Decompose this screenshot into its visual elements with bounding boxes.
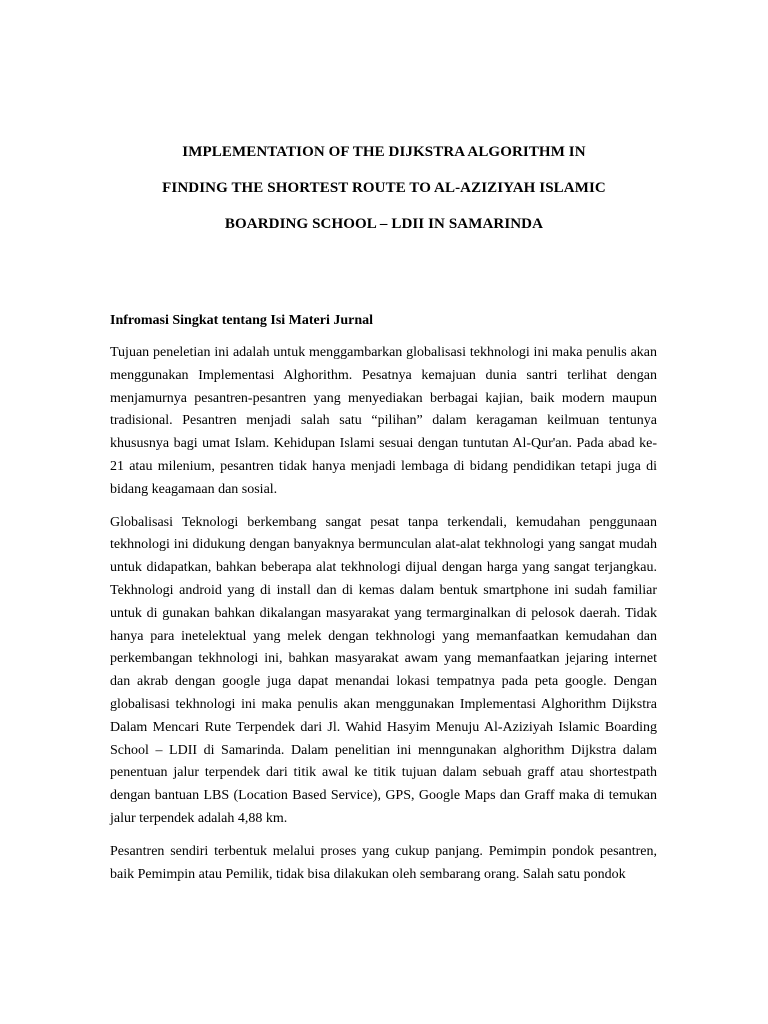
section-heading: Infromasi Singkat tentang Isi Materi Jurnal [110, 313, 374, 328]
paragraph-3: Pesantren sendiri terbentuk melalui proses yang cukup panjang. Pemimpin pondok pesantren, baik Pemimpin atau Pemilik, tidak bisa dilakukan oleh sembarang orang. Salah satu pondok [110, 843, 657, 882]
body-text [110, 342, 657, 896]
paragraph-1: Tujuan peneletian ini adalah untuk menggambarkan globalisasi tekhnologi ini maka penulis akan menggunakan Implementasi Alghorithm. Pesatnya kemajuan dunia santri terlihat dengan menjamurnya pesantren-pesantren yang menyediakan berbagai kajian, baik modern maupun tradisional. Pesantren menjadi salah satu “pilihan” dalam keragaman keilmuan tentunya khususnya bagi umat Islam. Kehidupan Islami sesuai dengan tuntutan Al-Qur'an. Pada abad ke-21 atau milenium, pesantren tidak hanya menjadi lembaga di bidang pendidikan tetapi juga di bidang keagamaan dan sosial. [110, 345, 657, 497]
title-line-3: BOARDING SCHOOL – LDII IN SAMARINDA [224, 216, 544, 232]
paragraph-2: Globalisasi Teknologi berkembang sangat pesat tanpa terkendali, kemudahan penggunaan tekhnologi ini didukung dengan banyaknya bermunculan alat-alat tekhnologi yang sangat mudah untuk didapatkan, bahkan beberapa alat tekhnologi dijual dengan harga yang sangat terjangkau. Tekhnologi android yang di install dan di kemas dalam bentuk smartphone ini sudah familiar untuk di gunakan bahkan dikalangan masyarakat yang termarginalkan di pelosok daerah. Tidak hanya para inetelektual yang melek dengan tekhnologi yang memanfaatkan kemudahan dan perkembangan tekhnologi ini, bahkan masyarakat awam yang memanfaatkan jejaring internet dan akrab dengan google juga dapat menandai lokasi tempatnya pada peta google. Dengan globalisasi tekhnologi ini maka penulis akan menggunakan Implementasi Alghorithm Dijkstra Dalam Mencari Rute Terpendek dari Jl. Wahid Hasyim Menuju Al-Aziziyah Islamic Boarding School – LDII di Samarinda. Dalam penelitian ini menngunakan alghorithm Dijkstra dalam penentuan jalur terpendek dari titik awal ke titik tujuan dalam sebuah graff atau shortestpath dengan bantuan LBS (Location Based Service), GPS, Google Maps dan Graff maka di temukan jalur terpendek adalah 4,88 km. [110, 514, 657, 826]
document-title [100, 134, 668, 242]
title-line-2: FINDING THE SHORTEST ROUTE TO AL-AZIZIYAH ISLAMIC [162, 180, 606, 196]
title-line-1: IMPLEMENTATION OF THE DIJKSTRA ALGORITHM IN [182, 144, 586, 160]
